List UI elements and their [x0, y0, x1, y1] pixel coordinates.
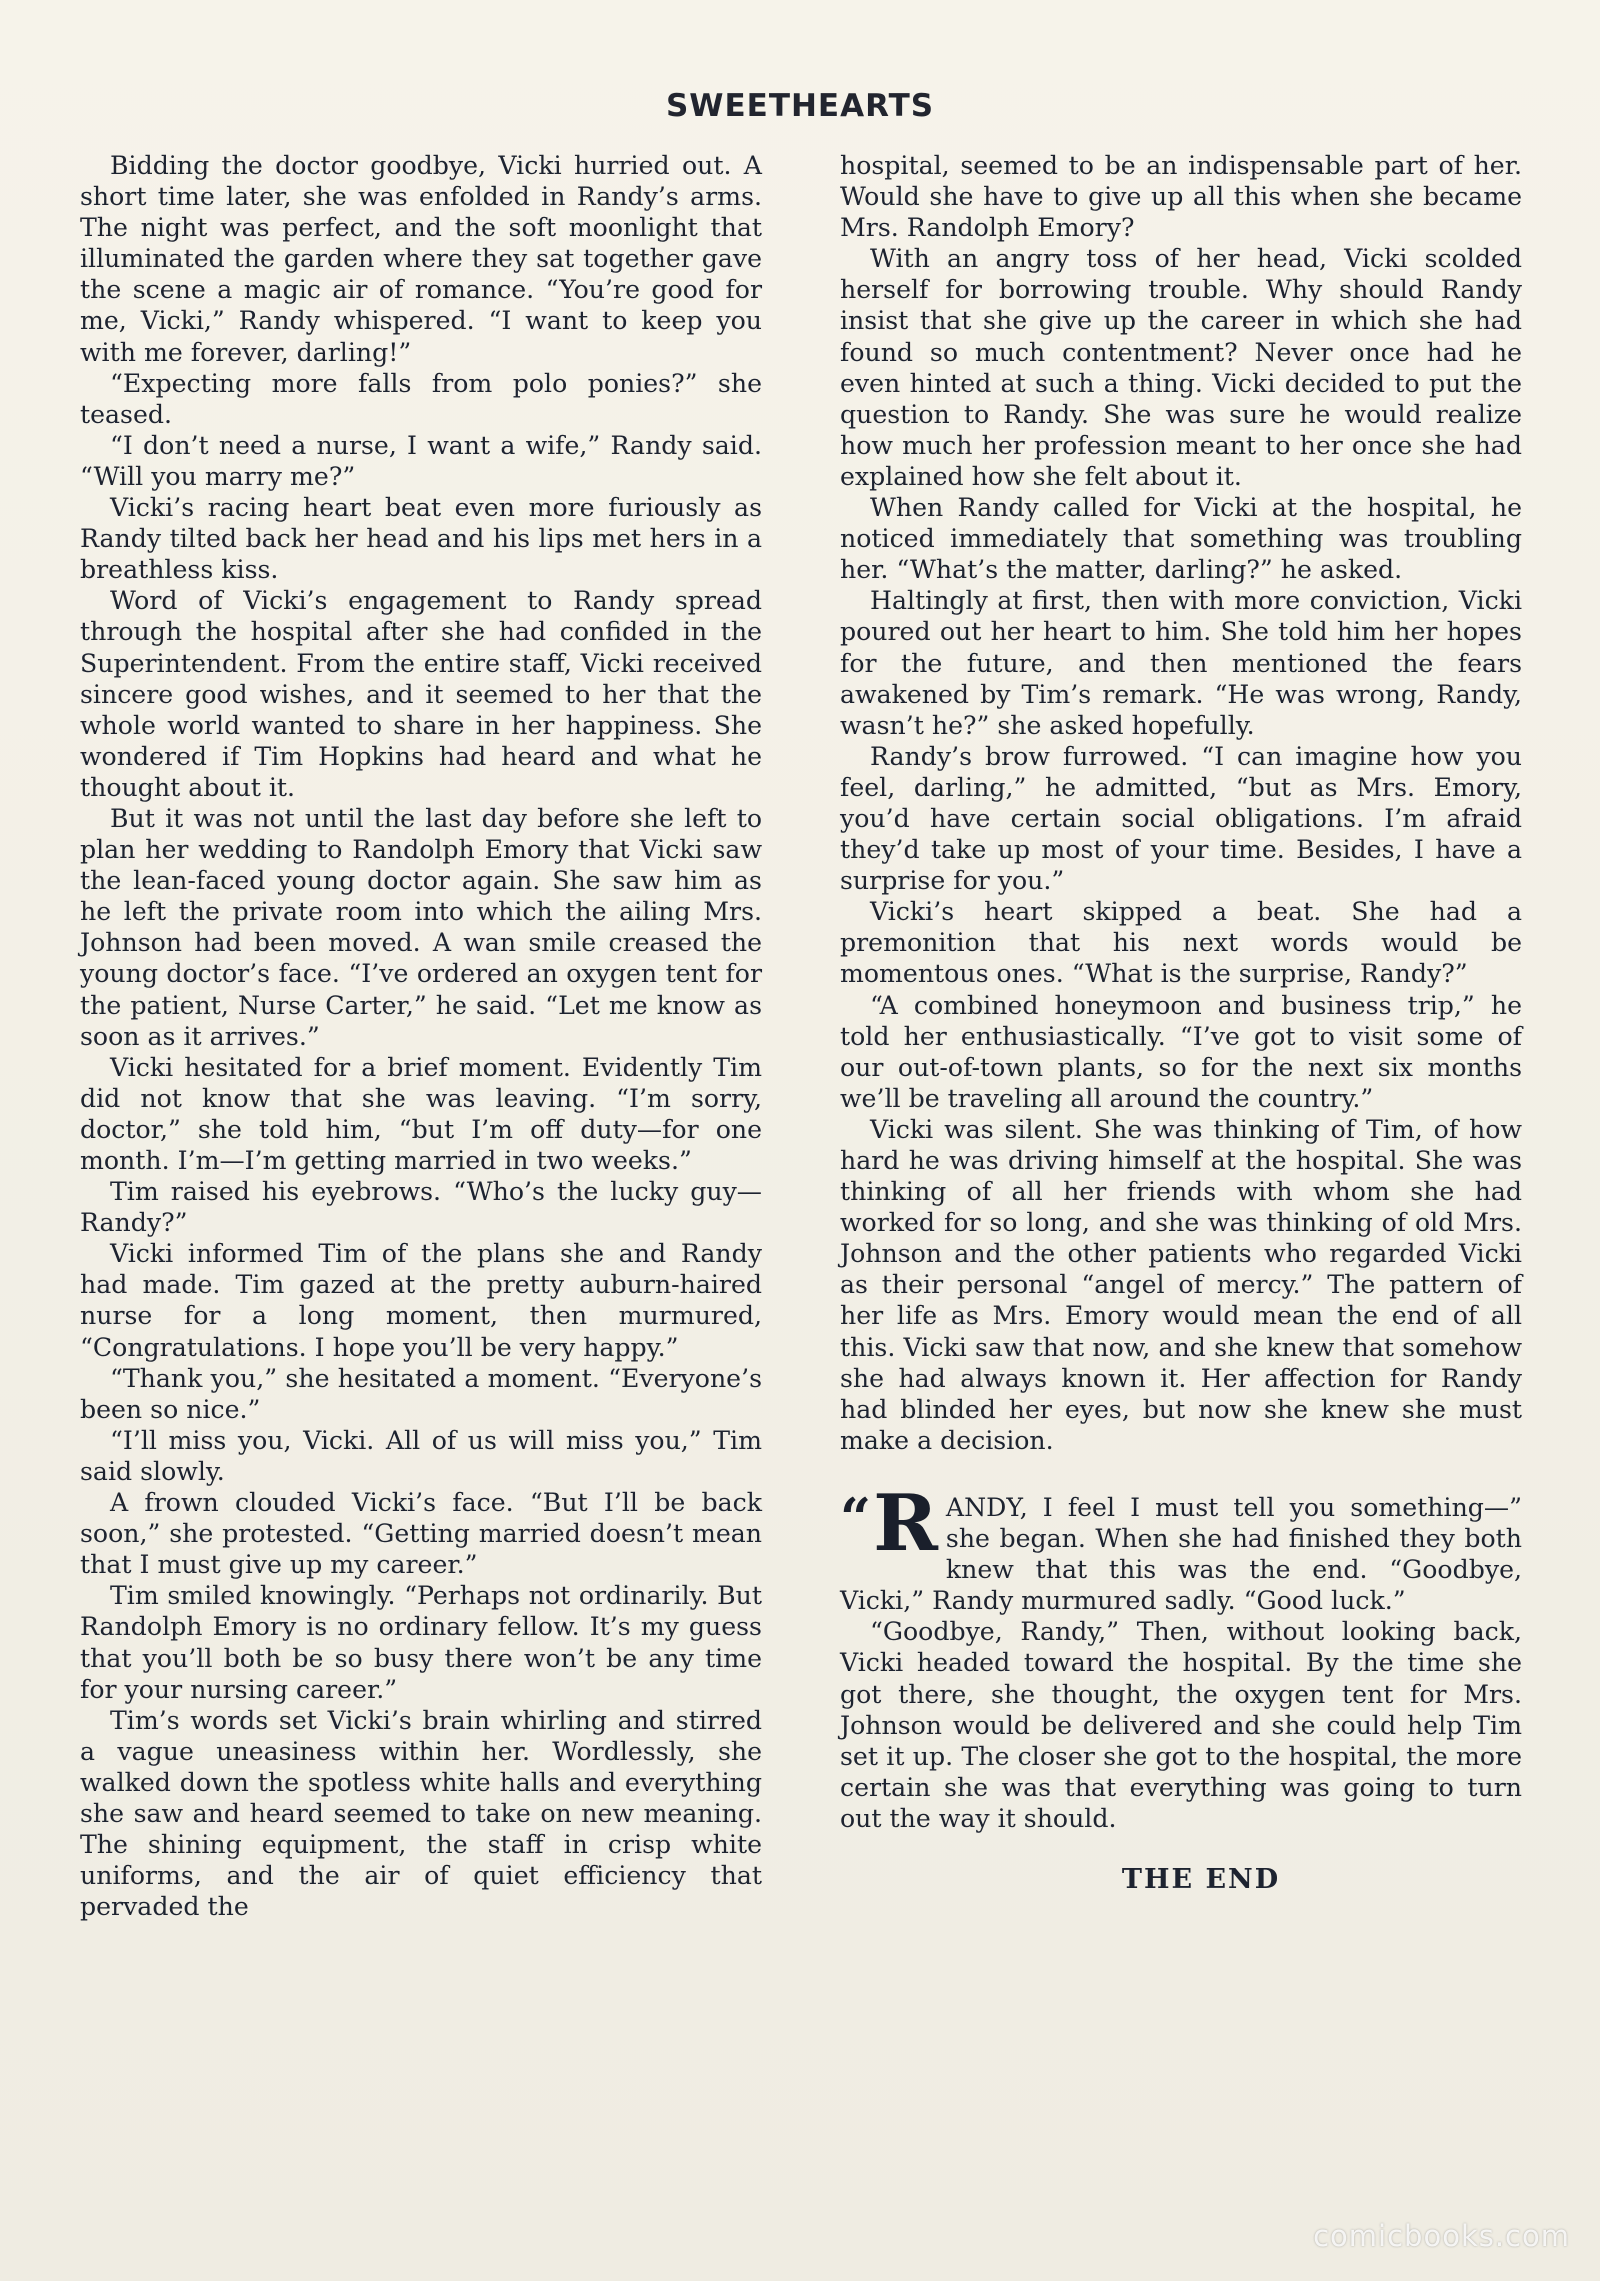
paragraph: Tim’s words set Vicki’s brain whirling and stirred a vague uneasiness within her. Wordlessly, she walked down the spotless white halls and everything she saw and heard seemed to take on new meaning. The shining equipment, the staff in crisp white uniforms, and the air of quiet efficiency that pervaded the: [80, 1705, 762, 1922]
paragraph: Word of Vicki’s engagement to Randy spread through the hospital after she had confided in the Superintendent. From the entire staff, Vicki received sincere good wishes, and it seemed to her that the whole world wanted to share in her happiness. She wondered if Tim Hopkins had heard and what he thought about it.: [80, 586, 762, 802]
drop-quote-mark: “: [840, 1485, 872, 1550]
left-column: [80, 150, 762, 1922]
paragraph: “Goodbye, Randy,” Then, without looking back, Vicki headed toward the hospital. By the time she got there, she thought, the oxygen tent for Mrs. Johnson would be delivered and she could help Tim set it up. The closer she got to the hospital, the more certain she was that everything was going to turn out the way it should.: [840, 1617, 1522, 1833]
paragraph: Randy’s brow furrowed. “I can imagine how you feel, darling,” he admitted, “but as Mrs. Emory, you’d have certain social obligations. I’m afraid they’d take up most of your time. Besides, I have a surprise for you.”: [840, 741, 1522, 896]
paragraph: Vicki’s heart skipped a beat. She had a premonition that his next words would be momentous ones. “What is the surprise, Randy?”: [840, 897, 1522, 989]
watermark: comicbooks.com: [1313, 2219, 1570, 2253]
paragraph: Vicki informed Tim of the plans she and Randy had made. Tim gazed at the pretty auburn-haired nurse for a long moment, then murmured, “Congratulations. I hope you’ll be very happy.”: [80, 1239, 762, 1362]
continuation-paragraph: hospital, seemed to be an indispensable part of her. Would she have to give up all this when she became Mrs. Randolph Emory?: [840, 151, 1522, 243]
paragraph: “I’ll miss you, Vicki. All of us will miss you,” Tim said slowly.: [80, 1425, 762, 1486]
right-column: [840, 150, 1522, 1895]
paragraph: Vicki hesitated for a brief moment. Evidently Tim did not know that she was leaving. “I’m sorry, doctor,” she told him, “but I’m off duty—for one month. I’m—I’m getting married in two weeks.”: [80, 1052, 762, 1175]
paragraph: Haltingly at first, then with more conviction, Vicki poured out her heart to him. She told him her hopes for the future, and then mentioned the fears awakened by Tim’s remark. “He was wrong, Randy, wasn’t he?” she asked hopefully.: [840, 586, 1522, 740]
the-end-label: THE END: [1121, 1863, 1281, 1895]
page-header-title: SWEETHEARTS: [665, 88, 935, 124]
drop-cap-letter: R: [873, 1477, 938, 1569]
dropcap-text: ANDY, I feel I must tell you something—” she began. When she had finished they both knew that this was the end. “Goodbye, Vicki,” Randy murmured sadly. “Good luck.”: [840, 1492, 1522, 1616]
paragraph: Vicki was silent. She was thinking of Tim, of how hard he was driving himself at the hospital. She was thinking of all her friends with whom she had worked for so long, and she was thinking of old Mrs. Johnson and the other patients who regarded Vicki as their personal “angel of mercy.” The pattern of her life as Mrs. Emory would mean the end of all this. Vicki saw that now, and she knew that somehow she had always known it. Her affection for Randy had blinded her eyes, but now she knew she must make a decision.: [840, 1114, 1522, 1455]
paragraph: “A combined honeymoon and business trip,” he told her enthusiastically. “I’ve got to visit some of our out-of-town plants, so for the next six months we’ll be traveling all around the country.”: [840, 990, 1522, 1113]
dropcap-paragraph: [840, 1477, 1522, 1616]
paragraph: Bidding the doctor goodbye, Vicki hurried out. A short time later, she was enfolded in Randy’s arms. The night was perfect, and the soft moonlight that illuminated the garden where they sat together gave the scene a magic air of romance. “You’re good for me, Vicki,” Randy whispered. “I want to keep you with me forever, darling!”: [80, 151, 762, 367]
paragraph: With an angry toss of her head, Vicki scolded herself for borrowing trouble. Why should Randy insist that she give up the career in which she had found so much contentment? Never once had he even hinted at such a thing. Vicki decided to put the question to Randy. She was sure he would realize how much her profession meant to her once she had explained how she felt about it.: [840, 244, 1522, 491]
paragraph: When Randy called for Vicki at the hospital, he noticed immediately that something was troubling her. “What’s the matter, darling?” he asked.: [840, 493, 1522, 585]
paragraph: “I don’t need a nurse, I want a wife,” Randy said. “Will you marry me?”: [80, 430, 762, 491]
paragraph: But it was not until the last day before she left to plan her wedding to Randolph Emory that Vicki saw the lean-faced young doctor again. She saw him as he left the private room into which the ailing Mrs. Johnson had been moved. A wan smile creased the young doctor’s face. “I’ve ordered an oxygen tent for the patient, Nurse Carter,” he said. “Let me know as soon as it arrives.”: [80, 803, 762, 1051]
paragraph: A frown clouded Vicki’s face. “But I’ll be back soon,” she protested. “Getting married doesn’t mean that I must give up my career.”: [80, 1488, 762, 1580]
paragraph: Tim smiled knowingly. “Perhaps not ordinarily. But Randolph Emory is no ordinary fellow. It’s my guess that you’ll both be so busy there won’t be any time for your nursing career.”: [80, 1581, 762, 1704]
paragraph: “Thank you,” she hesitated a moment. “Everyone’s been so nice.”: [80, 1363, 762, 1424]
paragraph: Tim raised his eyebrows. “Who’s the lucky guy—Randy?”: [80, 1177, 762, 1238]
paragraph: Vicki’s racing heart beat even more furiously as Randy tilted back her head and his lips met hers in a breathless kiss.: [80, 493, 762, 585]
paragraph: “Expecting more falls from polo ponies?” she teased.: [80, 368, 762, 429]
